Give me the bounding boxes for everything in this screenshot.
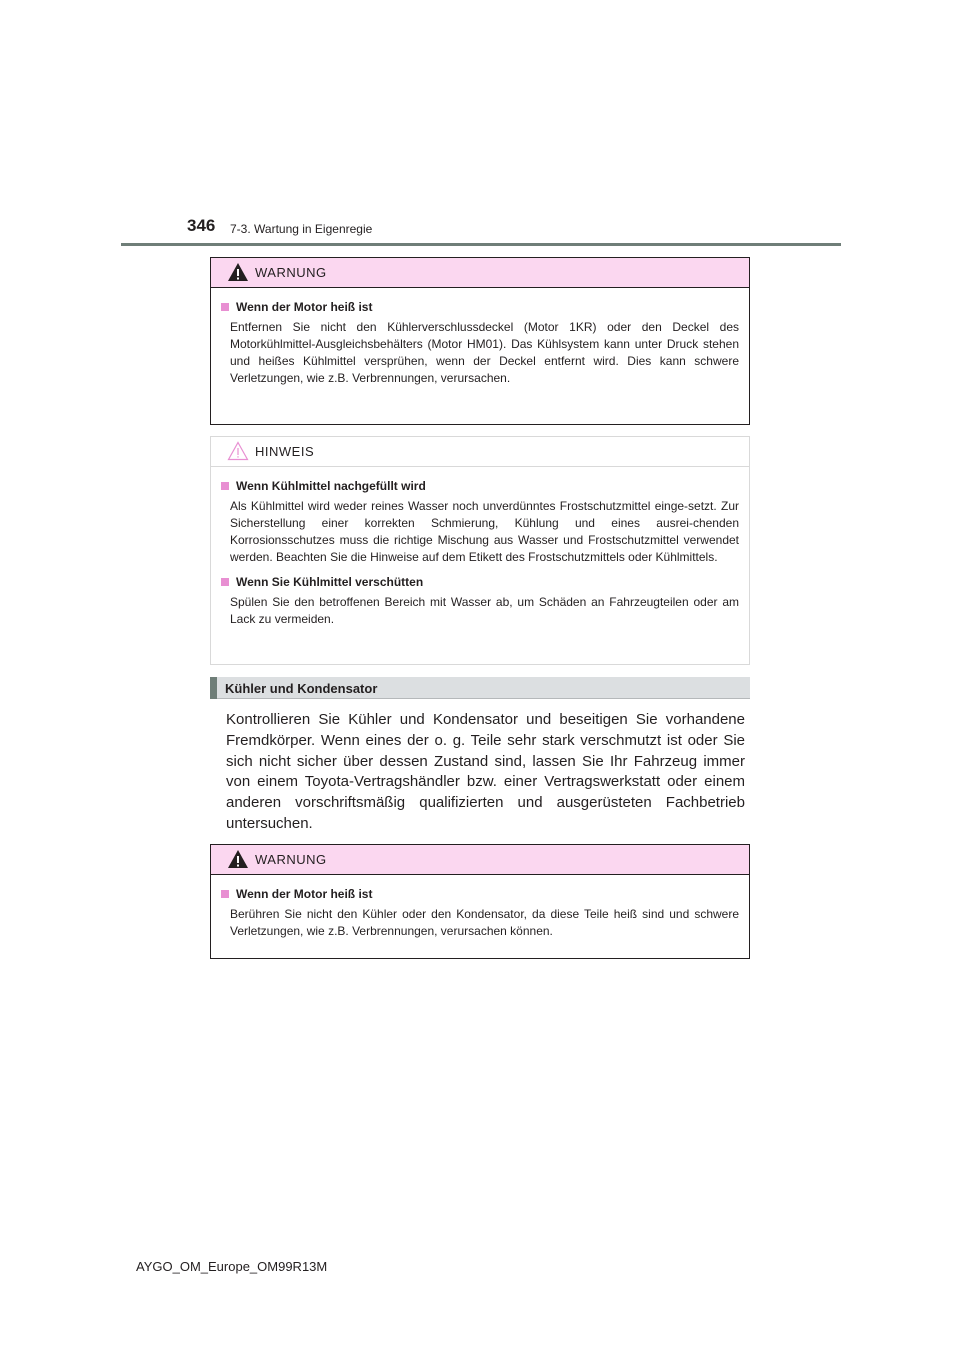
warning-box: [210, 844, 750, 959]
footer-document-id: AYGO_OM_Europe_OM99R13M: [136, 1259, 328, 1274]
warning-item: [221, 887, 739, 940]
item-title: Wenn Kühlmittel nachgefüllt wird: [236, 479, 426, 493]
item-text: Als Kühlmittel wird weder reines Wasser noch unverdünntes Frostschutzmittel einge-setzt. Zur Sicherstellung einer korrekten Schmierung, Kühlung und eines ausrei-chenden Korrosionsschutzes muss die richtige Mischung aus Wasser und Frostschutzmittel verwendet werden. Beachten Sie die Hinweise auf dem Etikett des Frostschutzmittels oder Kühlmittels.: [230, 499, 739, 564]
warning-item: [221, 300, 739, 387]
warning-header: [211, 258, 749, 288]
item-title: Wenn der Motor heiß ist: [236, 300, 373, 314]
square-bullet-icon: [221, 578, 229, 586]
notice-label: HINWEIS: [255, 444, 315, 459]
caution-triangle-icon: [227, 441, 249, 461]
header-rule: [121, 243, 841, 246]
warning-triangle-icon: [227, 849, 249, 869]
item-text: Entfernen Sie nicht den Kühlerverschlussdeckel (Motor 1KR) oder den Deckel des Motorkühlmittel-Ausgleichsbehälters (Motor HM01). Das Kühlsystem kann unter Druck stehen und heißes Kühlmittel versprühen, wenn der Deckel entfernt wird. Dies kann schwere Verletzungen, wie z.B. Verbrennungen, verursachen.: [230, 320, 739, 385]
warning-label: WARNUNG: [255, 852, 327, 867]
warning-header: [211, 845, 749, 875]
warning-box: [210, 257, 750, 425]
notice-item: [221, 575, 739, 628]
warning-label: WARNUNG: [255, 265, 327, 280]
body-paragraph: Kontrollieren Sie Kühler und Kondensator und beseitigen Sie vorhandene Fremdkörper. Wenn eines der o. g. Teile sehr stark verschmutzt ist oder Sie sich nicht sicher über dessen Zustand sind, lassen Sie Ihr Fahrzeug immer von einem Toyota-Vertragshändler bzw. einer Vertragswerkstatt oder einem anderen vorschriftsmäßig qualifizierten und ausgerüsteten Fachbetrieb untersuchen.: [226, 711, 745, 832]
subheading-bar: [210, 677, 217, 699]
page-number: 346: [187, 216, 216, 235]
square-bullet-icon: [221, 890, 229, 898]
notice-item: [221, 479, 739, 566]
item-title: Wenn Sie Kühlmittel verschütten: [236, 575, 424, 589]
subheading-label: Kühler und Kondensator: [225, 681, 378, 696]
subheading: [210, 677, 750, 699]
square-bullet-icon: [221, 303, 229, 311]
item-text: Berühren Sie nicht den Kühler oder den Kondensator, da diese Teile heiß sind und schwere Verletzungen, wie z.B. Verbrennungen, verursachen können.: [230, 907, 739, 938]
item-text: Spülen Sie den betroffenen Bereich mit Wasser ab, um Schäden an Fahrzeugteilen oder am Lack zu vermeiden.: [230, 595, 739, 626]
square-bullet-icon: [221, 482, 229, 490]
notice-box: [210, 436, 750, 665]
notice-header: [211, 437, 749, 467]
item-title: Wenn der Motor heiß ist: [236, 887, 373, 901]
warning-triangle-icon: [227, 262, 249, 282]
section-title: 7-3. Wartung in Eigenregie: [230, 222, 373, 236]
